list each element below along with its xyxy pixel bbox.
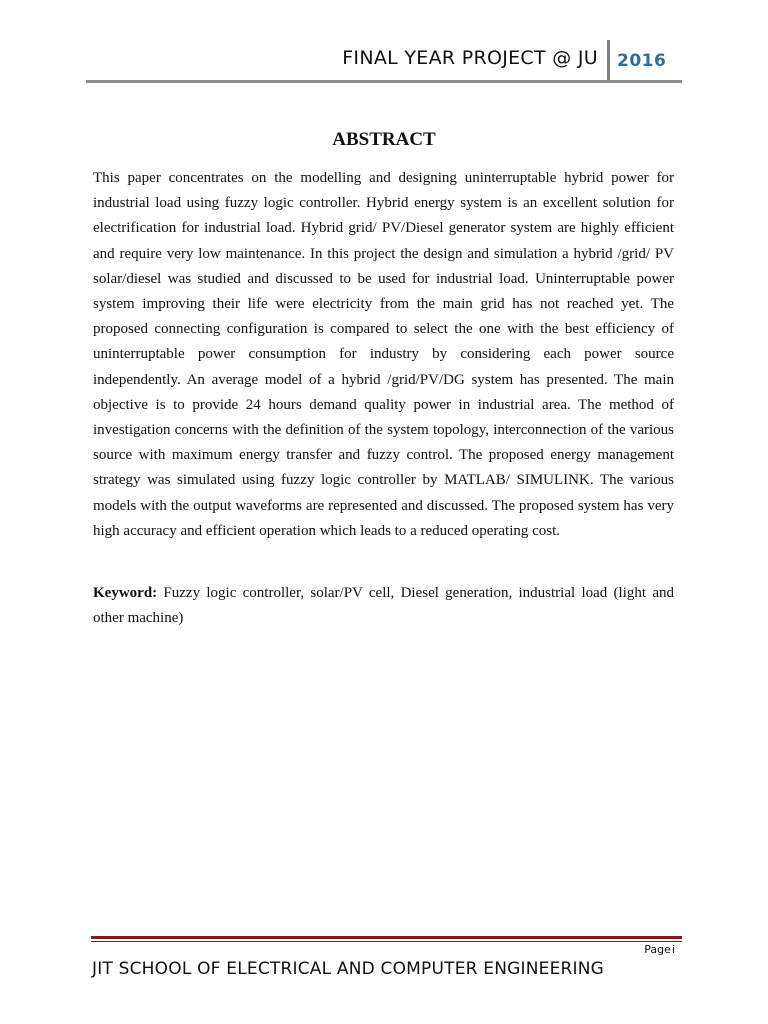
keyword-paragraph [93, 581, 674, 631]
footer-rule-thin [91, 941, 682, 942]
header-divider [607, 40, 610, 82]
page-number [643, 943, 675, 956]
footer-rule-thick [91, 936, 682, 939]
page-header [86, 40, 682, 84]
keyword-label: Keyword: [93, 585, 158, 601]
abstract-heading: ABSTRACT [332, 129, 436, 150]
page-label: Page [644, 943, 671, 956]
footer-school: JIT SCHOOL OF ELECTRICAL AND COMPUTER ENGINEERING [92, 959, 605, 979]
header-rule [86, 80, 682, 83]
header-title: FINAL YEAR PROJECT @ JU [342, 47, 598, 69]
header-year: 2016 [617, 51, 667, 71]
keyword-text: Fuzzy logic controller, solar/PV cell, Diesel generation, industrial load (light and other machine) [93, 585, 674, 626]
abstract-body: This paper concentrates on the modelling and designing uninterruptable hybrid power for industrial load using fuzzy logic controller. Hybrid energy system is an excellent solution for electrification for industrial load. Hybrid grid/ PV/Diesel generator system are highly efficient and require very low maintenance. In this project the design and simulation a hybrid /grid/ PV solar/diesel was studied and discussed to be used for industrial load. Uninterruptable power system improving their life were electricity from the main grid has not reached yet. The proposed connecting configuration is compared to select the one with the best efficiency of uninterruptable power consumption for industry by considering each power source independently. An average model of a hybrid /grid/PV/DG system has presented. The main objective is to provide 24 hours demand quality power in industrial area. The method of investigation concerns with the definition of the system topology, interconnection of the various source with maximum energy transfer and fuzzy control. The proposed energy management strategy was simulated using fuzzy logic controller by MATLAB/ SIMULINK. The various models with the output waveforms are represented and discussed. The proposed system has very high accuracy and efficient operation which leads to a reduced operating cost. [93, 170, 674, 539]
page-number-value: i [671, 943, 675, 956]
